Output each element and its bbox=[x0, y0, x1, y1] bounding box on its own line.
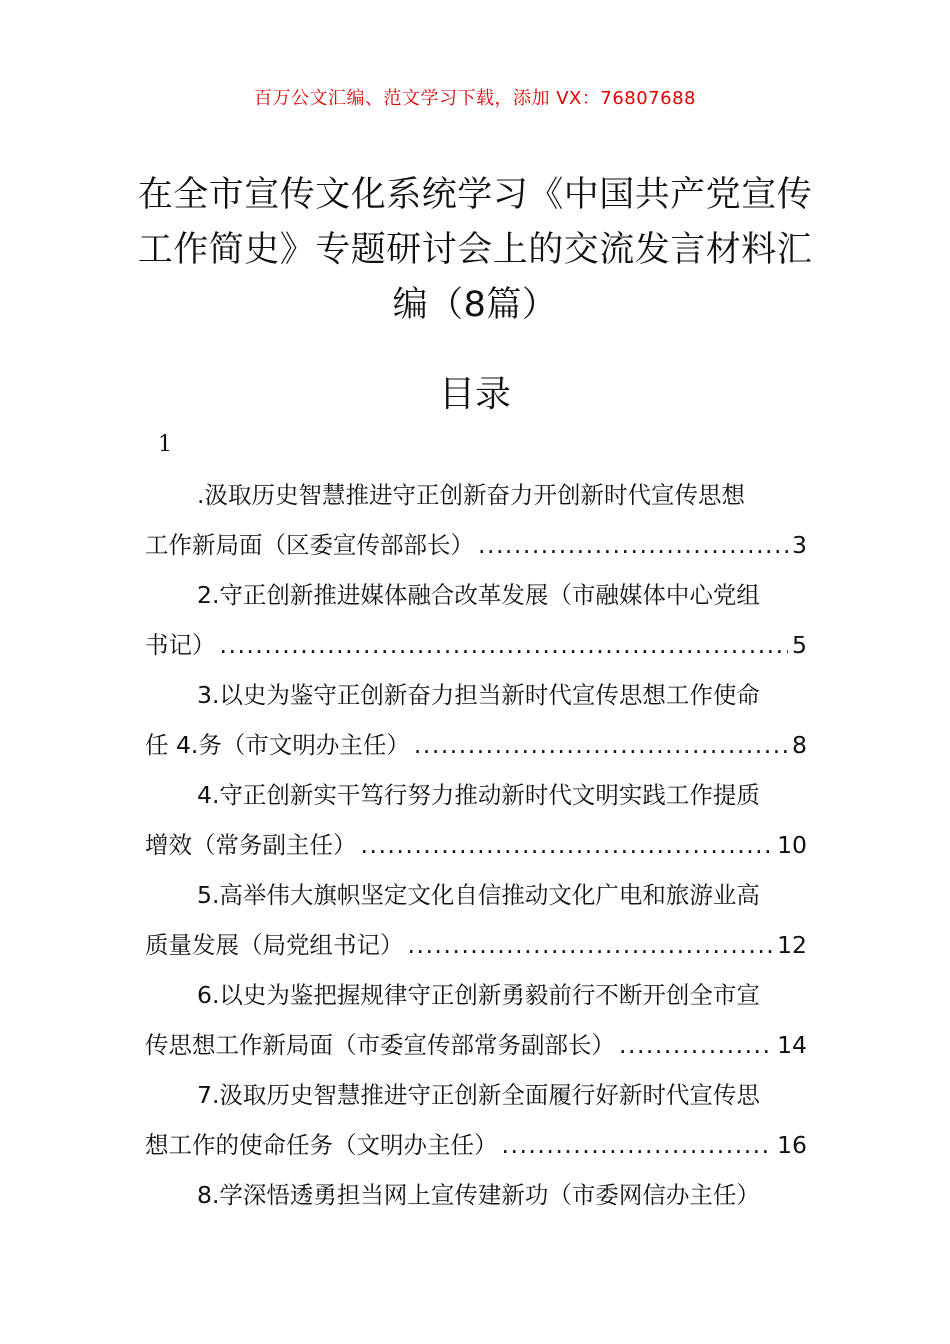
toc-entry-5[interactable] bbox=[145, 870, 807, 970]
toc-entry-2[interactable] bbox=[145, 570, 807, 670]
toc-entry-line2 bbox=[145, 820, 807, 870]
toc-leader-dots bbox=[361, 820, 774, 870]
toc-leader-dots bbox=[478, 520, 788, 570]
toc-entry-line2 bbox=[145, 1020, 807, 1070]
toc-entry-title: 2.守正创新推进媒体融合改革发展（市融媒体中心党组 bbox=[197, 581, 760, 609]
toc-entry-line2 bbox=[145, 620, 807, 670]
toc-page-number: 16 bbox=[777, 1131, 807, 1159]
toc-entry-line2 bbox=[145, 720, 807, 770]
toc-page-number: 8 bbox=[792, 731, 807, 759]
toc-entry-continuation: 质量发展（局党组书记） bbox=[145, 931, 404, 959]
toc-entry-title: 5.高举伟大旗帜坚定文化自信推动文化广电和旅游业高 bbox=[197, 881, 760, 909]
toc-list bbox=[145, 470, 807, 1220]
header-download-note: 百万公文汇编、范文学习下载，添加 VX：76807688 bbox=[254, 88, 696, 109]
toc-page-number: 10 bbox=[777, 831, 807, 859]
toc-entry-7[interactable] bbox=[145, 1070, 807, 1170]
toc-entry-8[interactable] bbox=[145, 1170, 807, 1220]
toc-leader-dots bbox=[619, 1020, 773, 1070]
toc-entry-line2 bbox=[145, 520, 807, 570]
toc-entry-continuation: 传思想工作新局面（市委宣传部常务副部长） bbox=[145, 1031, 615, 1059]
toc-entry-line2 bbox=[145, 920, 807, 970]
toc-entry-title: 6.以史为鉴把握规律守正创新勇毅前行不断开创全市宣 bbox=[197, 981, 760, 1009]
toc-page-number: 14 bbox=[777, 1031, 807, 1059]
toc-entry-continuation: 任 4.务（市文明办主任） bbox=[145, 731, 410, 759]
toc-entry-line2 bbox=[145, 1120, 807, 1170]
toc-entry-title: 4.守正创新实干笃行努力推动新时代文明实践工作提质 bbox=[197, 781, 760, 809]
toc-leader-dots bbox=[502, 1120, 774, 1170]
toc-entry-1[interactable] bbox=[145, 470, 807, 570]
toc-leader-dots bbox=[220, 620, 789, 670]
toc-entry-4[interactable] bbox=[145, 770, 807, 870]
toc-entry-continuation: 书记） bbox=[145, 631, 216, 659]
toc-entry-continuation: 增效（常务副主任） bbox=[145, 831, 357, 859]
toc-entry-title: 3.以史为鉴守正创新奋力担当新时代宣传思想工作使命 bbox=[197, 681, 760, 709]
toc-entry-continuation: 想工作的使命任务（文明办主任） bbox=[145, 1131, 498, 1159]
toc-page-number: 3 bbox=[792, 531, 807, 559]
toc-page-number: 12 bbox=[777, 931, 807, 959]
toc-entry-3[interactable] bbox=[145, 670, 807, 770]
toc-entry-continuation: 工作新局面（区委宣传部部长） bbox=[145, 531, 474, 559]
toc-entry-title: .汲取历史智慧推进守正创新奋力开创新时代宣传思想 bbox=[197, 481, 745, 509]
toc-heading: 目录 bbox=[438, 374, 511, 415]
toc-entry-6[interactable] bbox=[145, 970, 807, 1070]
toc-entry-title: 8.学深悟透勇担当网上宣传建新功（市委网信办主任） bbox=[197, 1181, 760, 1209]
toc-leader-dots bbox=[408, 920, 774, 970]
page-marker: 1 bbox=[158, 432, 172, 457]
document-title: 在全市宣传文化系统学习《中国共产党宣传工作简史》专题研讨会上的交流发言材料汇编（8篇） bbox=[137, 175, 813, 325]
toc-page-number: 5 bbox=[792, 631, 807, 659]
toc-leader-dots bbox=[414, 720, 788, 770]
toc-entry-title: 7.汲取历史智慧推进守正创新全面履行好新时代宣传思 bbox=[197, 1081, 760, 1109]
